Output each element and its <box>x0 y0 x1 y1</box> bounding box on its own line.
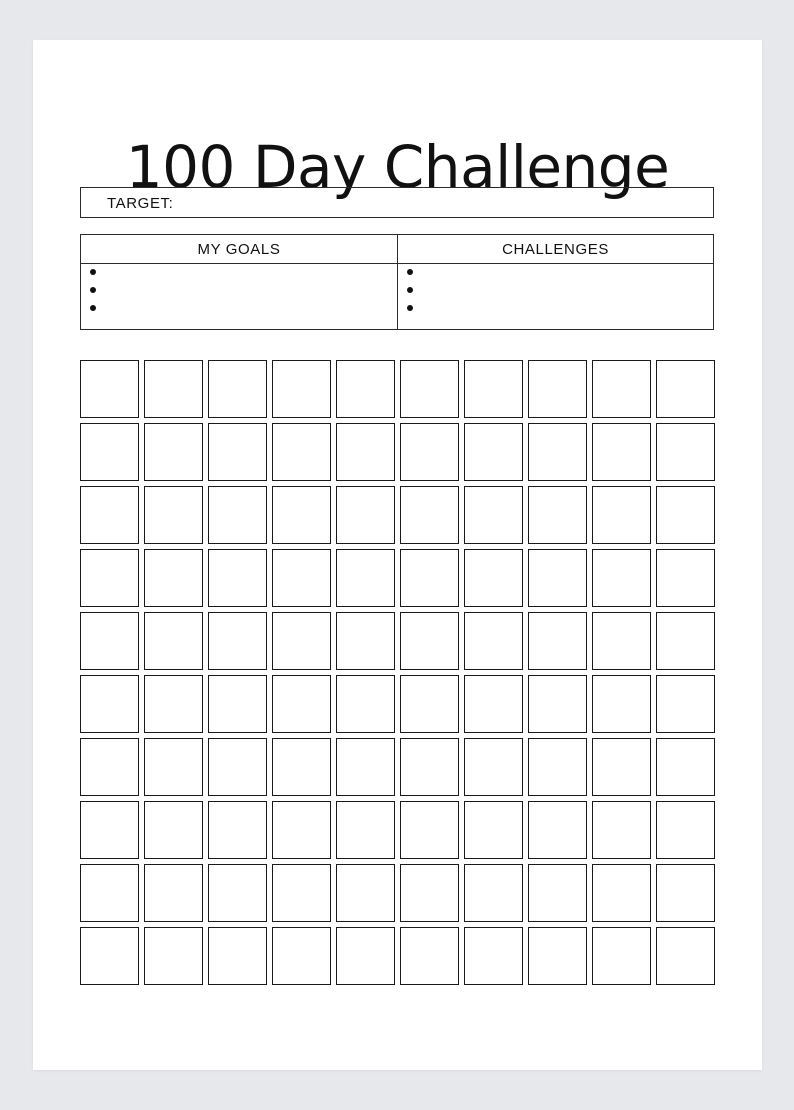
day-box[interactable] <box>592 423 651 481</box>
day-box[interactable] <box>208 360 267 418</box>
my-goals-list[interactable] <box>81 264 397 311</box>
day-tracker-grid <box>80 360 715 988</box>
day-box[interactable] <box>208 612 267 670</box>
day-box[interactable] <box>208 549 267 607</box>
day-box[interactable] <box>464 486 523 544</box>
day-box[interactable] <box>336 486 395 544</box>
day-box[interactable] <box>656 549 715 607</box>
bullet-point-icon <box>90 305 96 311</box>
day-box[interactable] <box>272 486 331 544</box>
day-box[interactable] <box>592 738 651 796</box>
day-box[interactable] <box>592 675 651 733</box>
day-box[interactable] <box>80 801 139 859</box>
day-box[interactable] <box>656 927 715 985</box>
day-box[interactable] <box>592 801 651 859</box>
goals-challenges-table <box>80 234 714 330</box>
day-box[interactable] <box>80 612 139 670</box>
day-box[interactable] <box>528 549 587 607</box>
day-box[interactable] <box>464 801 523 859</box>
challenges-column <box>398 235 713 329</box>
day-box[interactable] <box>656 738 715 796</box>
day-box[interactable] <box>336 801 395 859</box>
day-box[interactable] <box>400 549 459 607</box>
day-box[interactable] <box>336 675 395 733</box>
day-box[interactable] <box>80 549 139 607</box>
day-box[interactable] <box>272 675 331 733</box>
day-box[interactable] <box>336 864 395 922</box>
day-box[interactable] <box>208 486 267 544</box>
target-field[interactable] <box>80 187 714 218</box>
day-box[interactable] <box>336 612 395 670</box>
challenges-list[interactable] <box>398 264 713 311</box>
day-box[interactable] <box>528 927 587 985</box>
day-box[interactable] <box>464 738 523 796</box>
day-box[interactable] <box>656 486 715 544</box>
day-box[interactable] <box>592 864 651 922</box>
day-box[interactable] <box>80 423 139 481</box>
day-box[interactable] <box>400 801 459 859</box>
day-box[interactable] <box>400 612 459 670</box>
day-box[interactable] <box>208 738 267 796</box>
day-box[interactable] <box>144 612 203 670</box>
day-box[interactable] <box>272 360 331 418</box>
day-box[interactable] <box>400 360 459 418</box>
day-box[interactable] <box>272 423 331 481</box>
day-box[interactable] <box>400 864 459 922</box>
day-box[interactable] <box>80 486 139 544</box>
day-box[interactable] <box>80 864 139 922</box>
day-box[interactable] <box>528 423 587 481</box>
day-box[interactable] <box>528 360 587 418</box>
day-box[interactable] <box>400 423 459 481</box>
day-box[interactable] <box>80 738 139 796</box>
day-box[interactable] <box>464 360 523 418</box>
bullet-point-icon <box>407 287 413 293</box>
day-box[interactable] <box>80 927 139 985</box>
day-box[interactable] <box>144 675 203 733</box>
day-box[interactable] <box>400 738 459 796</box>
day-box[interactable] <box>592 486 651 544</box>
day-box[interactable] <box>464 864 523 922</box>
day-box[interactable] <box>656 864 715 922</box>
day-box[interactable] <box>528 486 587 544</box>
page-title: 100 Day Challenge <box>125 133 670 201</box>
day-box[interactable] <box>656 360 715 418</box>
day-box[interactable] <box>272 927 331 985</box>
day-box[interactable] <box>464 612 523 670</box>
day-box[interactable] <box>528 801 587 859</box>
day-box[interactable] <box>272 801 331 859</box>
day-box[interactable] <box>528 675 587 733</box>
day-box[interactable] <box>464 423 523 481</box>
day-box[interactable] <box>528 612 587 670</box>
day-box[interactable] <box>656 612 715 670</box>
day-box[interactable] <box>336 549 395 607</box>
day-box[interactable] <box>464 675 523 733</box>
day-box[interactable] <box>464 927 523 985</box>
day-box[interactable] <box>400 927 459 985</box>
day-box[interactable] <box>144 801 203 859</box>
day-box[interactable] <box>528 738 587 796</box>
day-box[interactable] <box>144 486 203 544</box>
target-label: TARGET: <box>107 195 174 212</box>
bullet-point-icon <box>90 269 96 275</box>
day-box[interactable] <box>464 549 523 607</box>
my-goals-header: MY GOALS <box>81 235 397 264</box>
day-box[interactable] <box>400 486 459 544</box>
day-box[interactable] <box>208 801 267 859</box>
day-box[interactable] <box>208 423 267 481</box>
day-box[interactable] <box>528 864 587 922</box>
day-box[interactable] <box>336 360 395 418</box>
day-box[interactable] <box>208 927 267 985</box>
day-box[interactable] <box>208 864 267 922</box>
day-box[interactable] <box>272 612 331 670</box>
bullet-point-icon <box>407 305 413 311</box>
day-box[interactable] <box>400 675 459 733</box>
day-box[interactable] <box>144 864 203 922</box>
day-box[interactable] <box>272 549 331 607</box>
day-box[interactable] <box>80 675 139 733</box>
day-box[interactable] <box>592 927 651 985</box>
bullet-point-icon <box>407 269 413 275</box>
day-box[interactable] <box>592 612 651 670</box>
my-goals-column <box>81 235 398 329</box>
day-box[interactable] <box>656 675 715 733</box>
day-box[interactable] <box>336 423 395 481</box>
day-box[interactable] <box>144 360 203 418</box>
day-box[interactable] <box>144 549 203 607</box>
printable-page <box>33 40 762 1070</box>
day-box[interactable] <box>272 864 331 922</box>
day-box[interactable] <box>272 738 331 796</box>
bullet-point-icon <box>90 287 96 293</box>
day-box[interactable] <box>656 423 715 481</box>
day-box[interactable] <box>144 927 203 985</box>
day-box[interactable] <box>144 738 203 796</box>
day-box[interactable] <box>656 801 715 859</box>
day-box[interactable] <box>144 423 203 481</box>
challenges-header: CHALLENGES <box>398 235 713 264</box>
day-box[interactable] <box>336 738 395 796</box>
day-box[interactable] <box>208 675 267 733</box>
day-box[interactable] <box>592 360 651 418</box>
day-box[interactable] <box>336 927 395 985</box>
day-box[interactable] <box>80 360 139 418</box>
day-box[interactable] <box>592 549 651 607</box>
